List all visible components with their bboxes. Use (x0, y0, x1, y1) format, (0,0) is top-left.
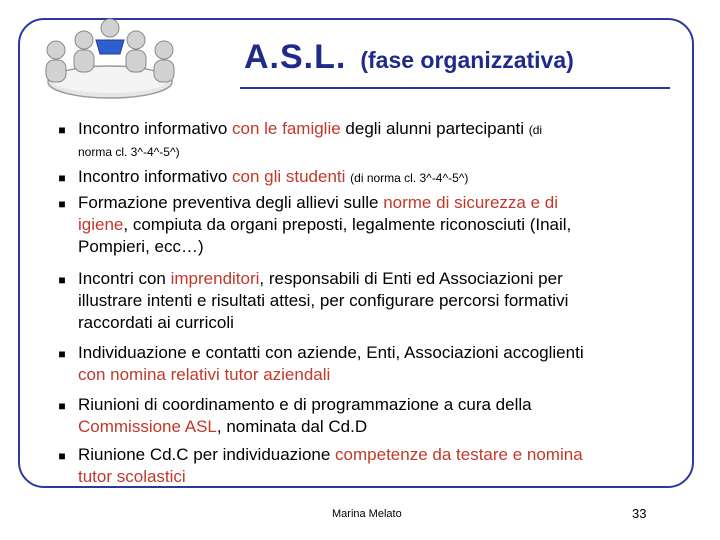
list-item-line (78, 444, 583, 466)
list-item-line (78, 416, 367, 438)
bullet-icon: ■ (58, 449, 66, 463)
text-segment: norma cl. 3^-4^-5^) (78, 145, 180, 159)
text-segment: con nomina relativi tutor aziendali (78, 365, 331, 384)
list-item-line (78, 192, 558, 214)
list-item-line (78, 312, 234, 334)
title-underline (240, 87, 670, 89)
text-segment: Incontro informativo (78, 167, 233, 186)
text-segment: Commissione ASL (78, 417, 217, 436)
text-segment: igiene (78, 215, 124, 234)
text-segment: competenze da testare e nomina (335, 445, 583, 464)
title-subtitle: (fase organizzativa) (360, 47, 574, 73)
list-item-line (78, 364, 330, 386)
list-item-line (78, 342, 584, 364)
list-item-line (78, 236, 204, 258)
bullet-icon: ■ (58, 347, 66, 361)
list-item-line (78, 166, 468, 189)
list-item-line (78, 214, 571, 236)
bullet-icon: ■ (58, 123, 66, 137)
text-segment: raccordati ai curricoli (78, 313, 234, 332)
text-segment: Individuazione e contatti con aziende, Enti, Associazioni accoglienti (78, 343, 584, 362)
list-item-line (78, 466, 186, 488)
list-item-line (78, 290, 568, 312)
list-item-line (78, 268, 563, 290)
text-segment: imprenditori (170, 269, 260, 288)
text-segment: , responsabili di Enti ed Associazioni per (259, 269, 563, 288)
bullet-icon: ■ (58, 197, 66, 211)
text-segment: , compiuta da organi preposti, legalmente riconosciuti (Inail, (123, 215, 572, 234)
text-segment: degli alunni partecipanti (340, 119, 529, 138)
text-segment: norme di sicurezza e di (383, 193, 559, 212)
slide-title (244, 38, 574, 77)
text-segment: con gli studenti (232, 167, 346, 186)
page-number: 33 (632, 506, 647, 521)
text-segment: tutor scolastici (78, 467, 186, 486)
text-segment: Formazione preventiva degli allievi sulle (78, 193, 384, 212)
text-segment: Riunione Cd.C per individuazione (78, 445, 336, 464)
text-segment: Incontro informativo (78, 119, 233, 138)
list-item-line (78, 118, 542, 141)
bullet-icon: ■ (58, 171, 66, 185)
text-segment: (di norma cl. 3^-4^-5^) (350, 171, 469, 185)
list-item-line (78, 140, 180, 163)
text-segment: con le famiglie (232, 119, 341, 138)
text-segment: illustrare intenti e risultati attesi, per configurare percorsi formativi (78, 291, 569, 310)
title-main: A.S.L. (244, 38, 347, 76)
text-segment: Pompieri, ecc…) (78, 237, 204, 256)
text-segment: Riunioni di coordinamento e di programmazione a cura della (78, 395, 532, 414)
bullet-icon: ■ (58, 273, 66, 287)
text-segment: , nominata dal Cd.D (216, 417, 368, 436)
text-segment: Incontri con (78, 269, 171, 288)
list-item-line (78, 394, 532, 416)
meeting-illustration (30, 10, 190, 110)
footer-author: Marina Melato (332, 508, 402, 520)
bullet-icon: ■ (58, 399, 66, 413)
text-segment: (di (528, 123, 543, 137)
